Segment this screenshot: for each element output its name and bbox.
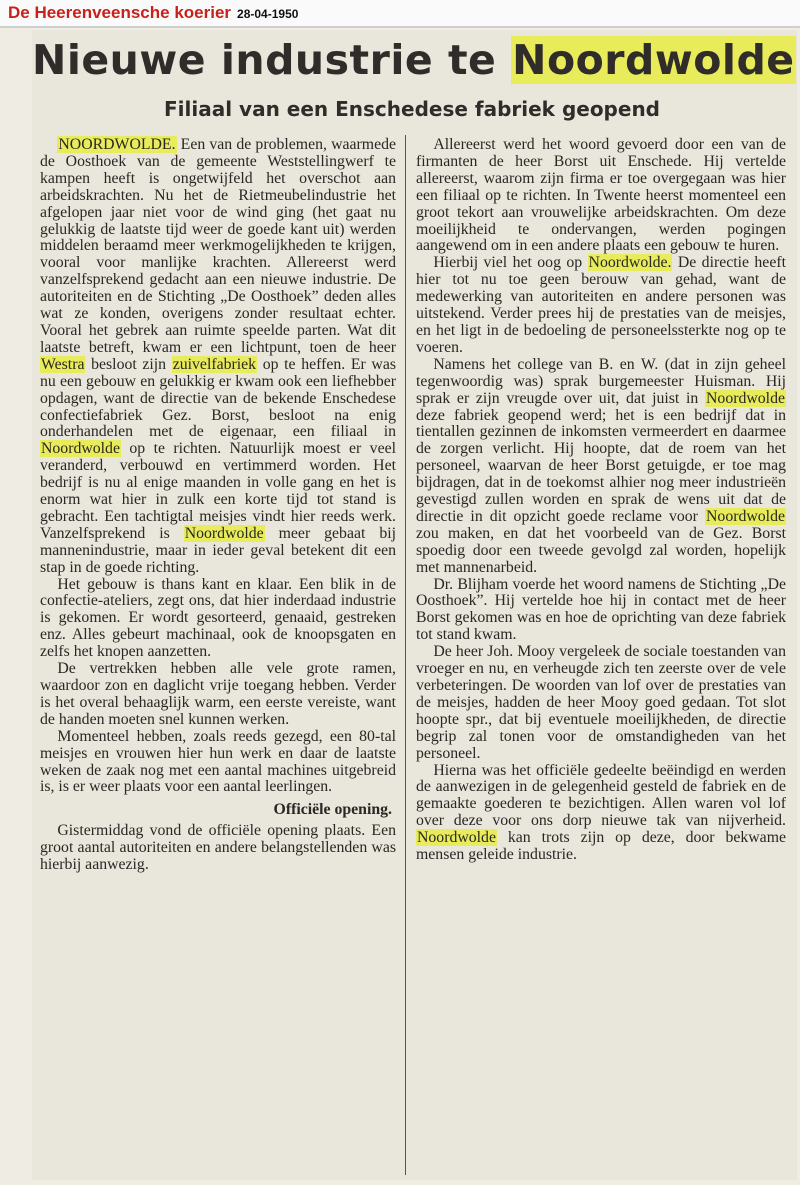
- publication-date: 28-04-1950: [237, 7, 299, 21]
- paragraph-text: kan trots zijn op deze, door bekwame mensen geleide industrie.: [416, 829, 786, 864]
- headline-text: Nieuwe industrie te: [32, 36, 512, 84]
- left-paragraphs: [40, 137, 396, 796]
- paragraph: [416, 644, 786, 762]
- paragraph: [40, 729, 396, 797]
- paragraph-text: Allereerst werd het woord gevoerd door een van de firmanten de heer Borst uit Enschede. Hij vertelde allereerst, waarom zijn firma er toe overgegaan was hier een filiaal op te richten. In Twente heerst momenteel een groot tekort aan vrouwelijke arbeidskrachten. Om deze moeilijkheid te ondervangen, werden pogingen aangewend om in een andere plaats een gebouw te huren.: [416, 136, 786, 255]
- highlighted-term: Westra: [41, 355, 85, 373]
- paragraph-text: Namens het college van B. en W. (dat in zijn geheel tegenwoordig was) sprak burgemeester Huisman. Hij sprak er zijn vreugde over uit, dat juist in: [416, 355, 786, 407]
- paragraph-text: De vertrekken hebben alle vele grote ramen, waardoor zon en daglicht vrije toegang hebben. Verder is het overal behaaglijk warm, een eerste vereiste, want de handen moeten snel kunnen werken.: [40, 660, 396, 728]
- highlighted-term: Noordwolde: [184, 524, 264, 542]
- paragraph: [40, 137, 396, 577]
- paragraph-text: Momenteel hebben, zoals reeds gezegd, een 80-tal meisjes en vrouwen hier hun werk en daar de laatste weken de zaak nog met een aantal machines uitgebreid is, is er weer plaats voor een aantal leerlingen.: [40, 727, 396, 796]
- paragraph-text: Hierna was het officiële gedeelte beëindigd en werden de aanwezigen in de gelegenheid gesteld de fabriek en de gemaakte goederen te bezichtigen. Allen waren vol lof over deze voor ons dorp nieuwe tak van nijverheid.: [416, 761, 786, 830]
- left-paragraphs-after: [40, 823, 396, 874]
- paragraph-text: op te richten. Natuurlijk moest er veel veranderd, verbouwd en vertimmerd worden. Het bedrijf is nu al enige maanden in volle gang en het is enorm wat hier in zulk een korte tijd tot stand is gebracht. Een tachtigtal meisjes vindt hier reeds werk. Vanzelfsprekend is: [40, 440, 396, 542]
- paragraph-text: meer gebaat bij mannenindustrie, maar in ieder geval betekent dit een stap in de goede richting.: [40, 524, 396, 576]
- paragraph-text: Hierbij viel het oog op: [433, 254, 588, 272]
- right-column: [416, 137, 786, 864]
- column-divider: [405, 135, 406, 1175]
- headline-highlight: Noordwolde: [512, 36, 795, 84]
- paragraph-text: Het gebouw is thans kant en klaar. Een blik in de confectie-ateliers, zegt ons, dat hier inderdaad industrie is gekomen. Er wordt gesorteerd, genaaid, gestreken enz. Alles gebeurt machinaal, ook de knoopsgaten en zelfs het knopen aanzetten.: [40, 575, 396, 661]
- paragraph-text: Dr. Blijham voerde het woord namens de Stichting „De Oosthoek”. Hij vertelde hoe hij in contact met de heer Borst gekomen was en hoe de oprichting van deze fabriek tot stand kwam.: [416, 575, 786, 644]
- left-column: [40, 137, 396, 874]
- paragraph-text: zou maken, en dat het voorbeeld van de Gez. Borst spoedig door een tweede gevolgd zal worden, hopelijk met mannenarbeid.: [416, 524, 786, 576]
- paragraph: [416, 255, 786, 356]
- paragraph: [416, 357, 786, 577]
- paragraph: [40, 823, 396, 874]
- paragraph-text: besloot zijn: [85, 355, 172, 373]
- highlighted-term: Noordwolde: [706, 389, 785, 407]
- highlighted-term: Noordwolde: [706, 507, 785, 525]
- paragraph: [40, 577, 396, 662]
- subheadline: Filiaal van een Enschedese fabriek geopend: [164, 97, 660, 121]
- headline: [32, 36, 795, 84]
- paragraph-text: De directie heeft hier tot nu toe geen berouw van gehad, want de medewerking van autoriteiten en andere personen was uitstekend. Verder prees hij de prestaties van de meisjes, en het ligt in de bedoeling de personeelssterkte nog op te voeren.: [416, 254, 786, 356]
- header-bar: [0, 0, 800, 28]
- newspaper-title: De Heerenveensche koerier: [8, 3, 232, 22]
- paragraph: [40, 661, 396, 729]
- section-heading: Officiële opening.: [273, 801, 392, 819]
- paragraph-text: Een van de problemen, waarmede de Oosthoek van de gemeente Weststellingwerf te kampen heeft is ongetwijfeld het overschot aan arbeidskrachten. Nu het de Rietmeubelindustrie het afgelopen jaar niet voor de wind ging (het gaat nu gelukkig de laatste tijd weer de goede kant uit) werden middelen beraamd meer werkmogelijkheden te krijgen, vooral voor manlijke krachten. Allereerst werd vanzelfsprekend gedacht aan een nieuwe industrie. De autoriteiten en de Stichting „De Oosthoek” deden alles wat ze konden, overigens zonder resultaat echter. Vooral het gebrek aan ruimte speelde parten. Wat dit laatste betreft, kwam er een lichtpunt, toen de heer: [40, 136, 396, 356]
- highlighted-term: zuivelfabriek: [172, 355, 257, 373]
- paragraph: [416, 763, 786, 864]
- paragraph: [416, 577, 786, 645]
- highlighted-term: Noordwolde: [417, 829, 496, 847]
- highlighted-term: Noordwolde: [41, 440, 120, 458]
- paragraph: [416, 137, 786, 255]
- paragraph-text: op te heffen. Er was nu een gebouw en gelukkig er kwam ook een liefhebber opdagen, want de directie van de bekende Enschedese confectiefabriek Gez. Borst, besloot na enig onderhandelen met de eigenaar, een filiaal in: [40, 355, 396, 441]
- paragraph-text: Gistermiddag vond de officiële opening plaats. Een groot aantal autoriteiten en andere belangstellenden was hierbij aanwezig.: [40, 822, 396, 874]
- paragraph-text: deze fabriek geopend werd; het is een bedrijf dat in tientallen gezinnen de inkomsten vermeerdert en daarmee de zorgen verlicht. Hij hoopte, dat de roem van het personeel, waarvan de heer Borst getuigde, er toe mag bijdragen, dat in de toekomst alhier nog meer industrieën gevestigd zullen worden en sprak de wens uit dat de directie in dit opzicht goede reclame voor: [416, 406, 786, 525]
- right-paragraphs: [416, 137, 786, 864]
- paragraph-text: De heer Joh. Mooy vergeleek de sociale toestanden van vroeger en nu, en verheugde zich ten zeerste over de vele verbeteringen. De woorden van lof over de prestaties van de meisjes, hadden de heer Mooy goed gedaan. Tot slot hoopte spr., dat bij eventuele moeilijkheden, de directie begrip zal tonen voor de omstandigheden van het personeel.: [416, 643, 786, 762]
- highlighted-term: Noordwolde.: [588, 254, 672, 272]
- highlighted-term: NOORDWOLDE.: [58, 136, 176, 153]
